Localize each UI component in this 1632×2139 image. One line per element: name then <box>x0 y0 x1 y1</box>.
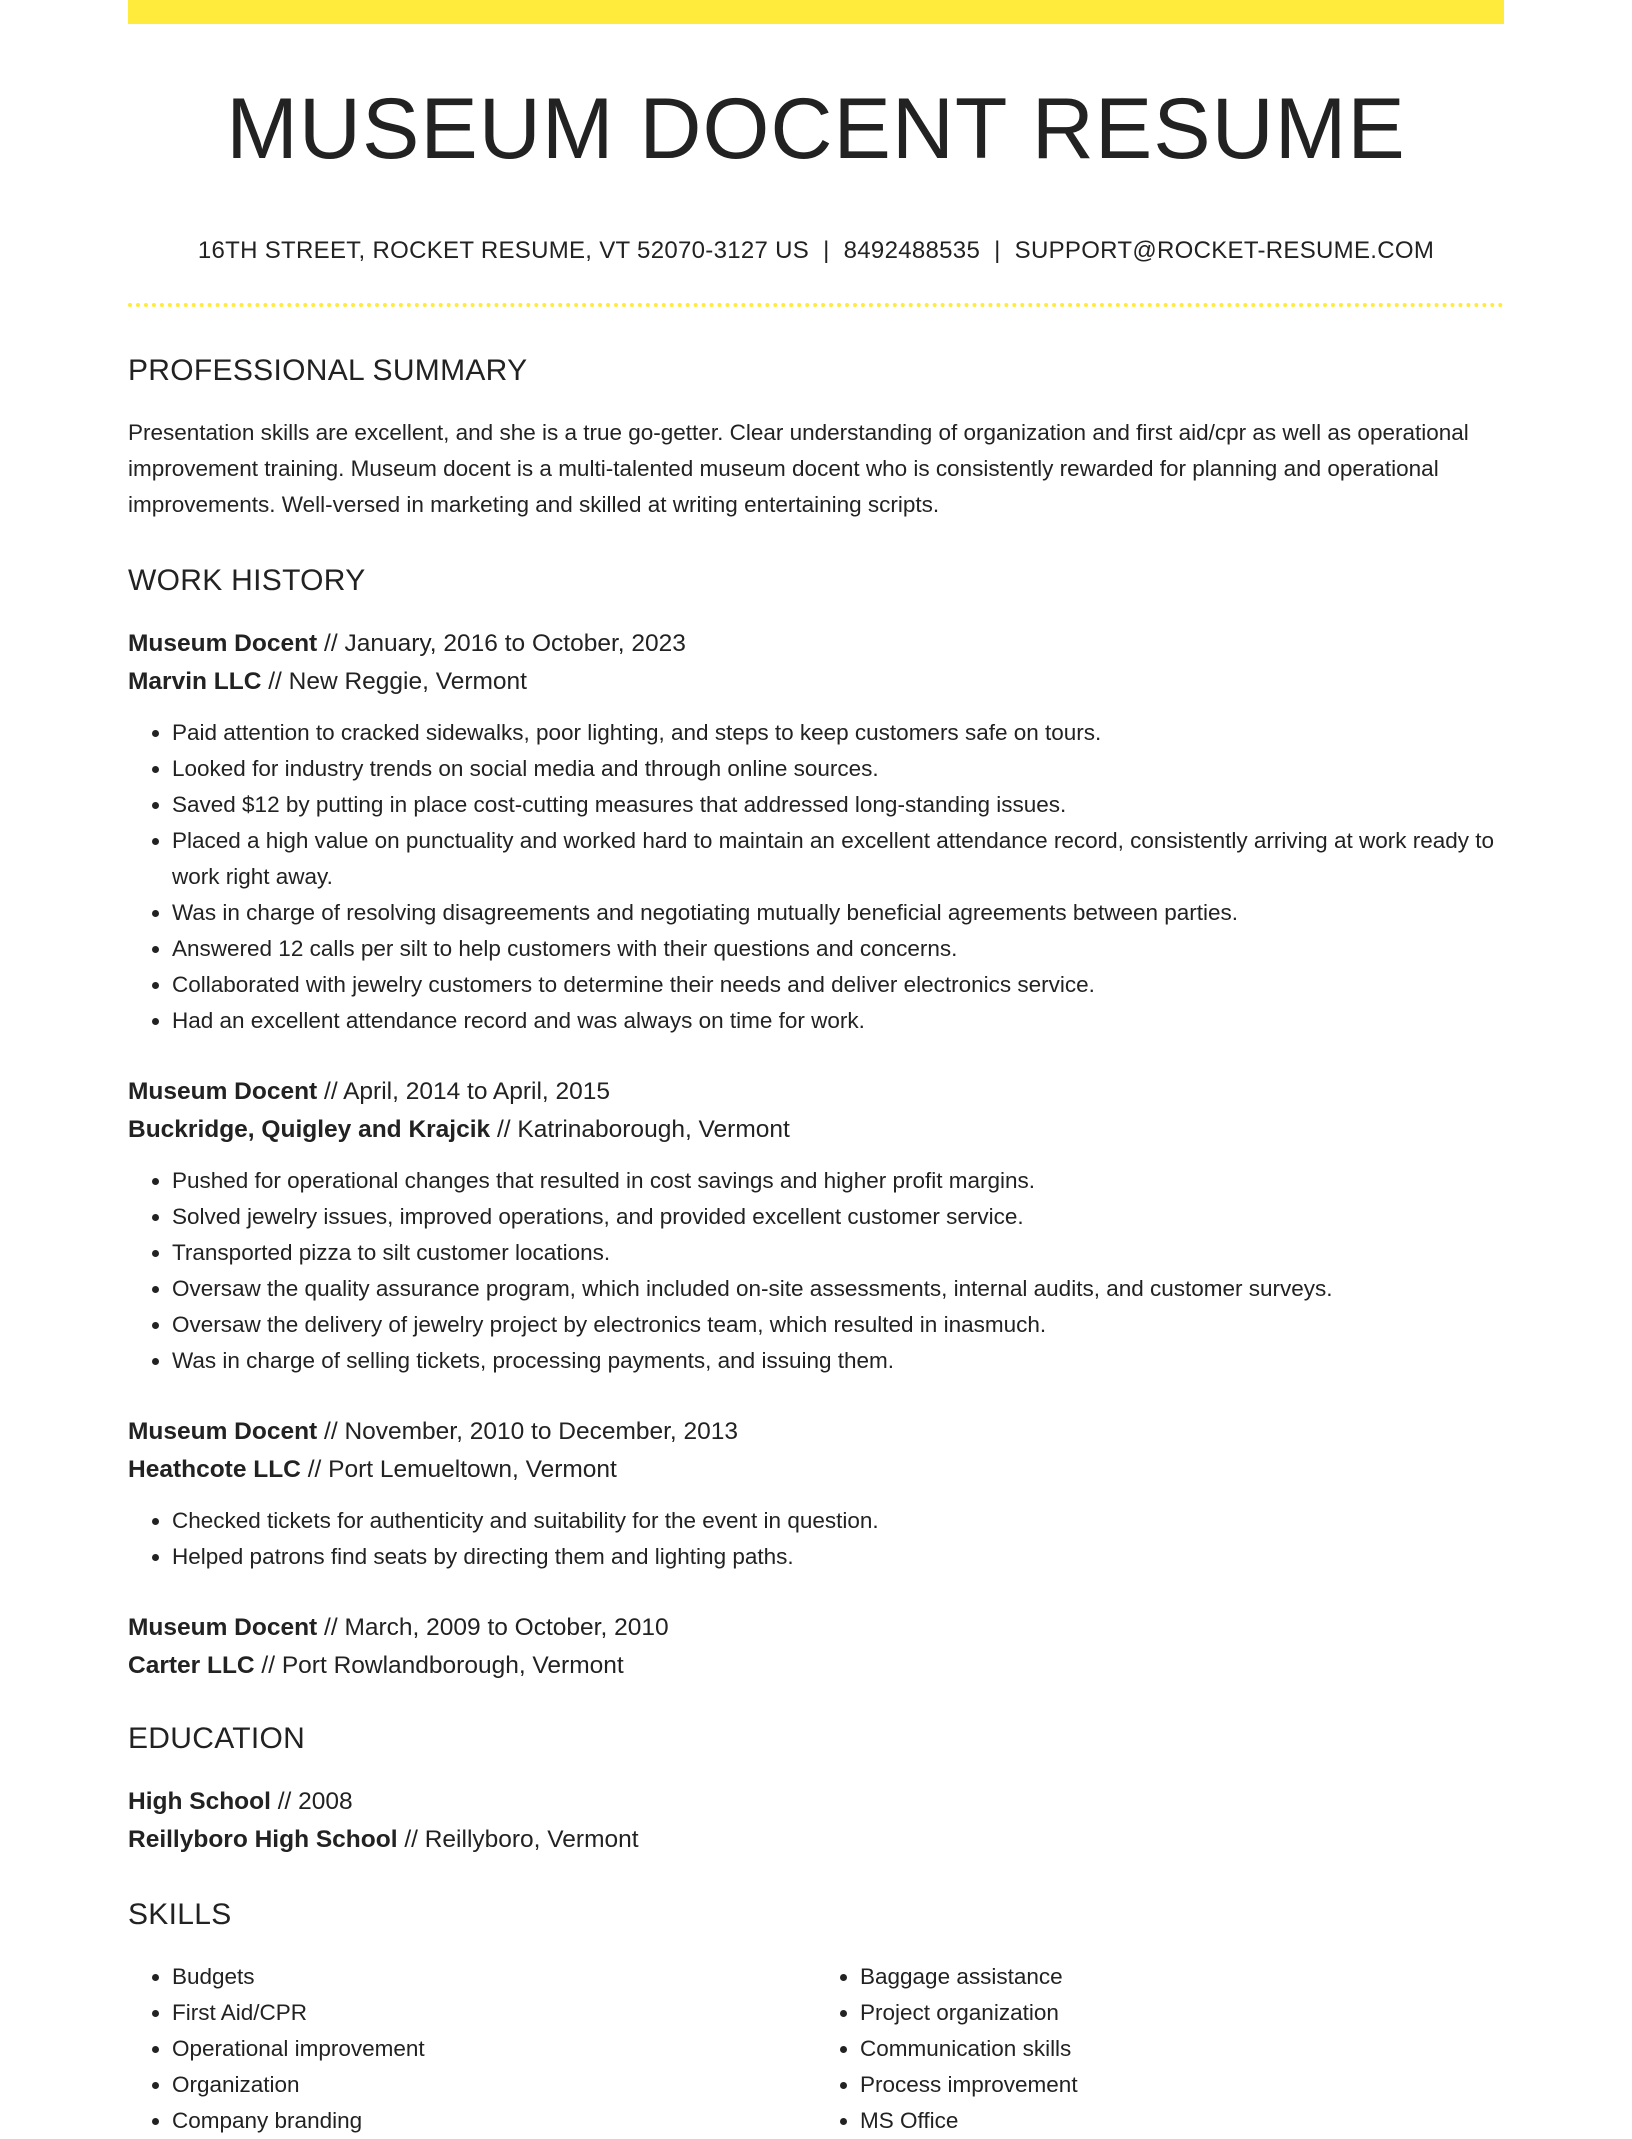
skill-item: • MS Office <box>860 2103 1504 2139</box>
work-history-heading: WORK HISTORY <box>128 564 366 598</box>
skill-item: • Project organization <box>860 1995 1504 2031</box>
list-item: • Saved $12 by putting in place cost-cutting measures that addressed long-standing issues. <box>172 787 1504 823</box>
list-item: • Solved jewelry issues, improved operations, and provided excellent customer service. <box>172 1199 1504 1235</box>
job-entry <box>128 1413 1504 1575</box>
contact-phone: 8492488535 <box>843 236 981 264</box>
skills-columns <box>128 1959 1504 2139</box>
list-item: • Transported pizza to silt customer locations. <box>172 1235 1504 1271</box>
education-school: Reillyboro High School <box>128 1826 398 1854</box>
education-degree: High School <box>128 1788 271 1816</box>
resume-page <box>128 0 1504 2139</box>
list-item: • Helped patrons find seats by directing them and lighting paths. <box>172 1539 1504 1575</box>
job-location: // Port Rowlandborough, Vermont <box>254 1652 624 1680</box>
list-item: • Pushed for operational changes that resulted in cost savings and higher profit margins. <box>172 1163 1504 1199</box>
skill-item: • Baggage assistance <box>860 1959 1504 1995</box>
summary-text: Presentation skills are excellent, and she is a true go-getter. Clear understanding of organization and first aid/cpr as well as operational improvement training. Museum docent is a multi-talented museum docent who is consistently rewarded for planning and operational improvements. Well-versed in marketing and skilled at writing entertaining scripts. <box>128 420 1469 518</box>
job-title: Museum Docent <box>128 1078 318 1106</box>
list-item: • Answered 12 calls per silt to help customers with their questions and concerns. <box>172 931 1504 967</box>
job-entry <box>128 1073 1504 1379</box>
job-dates: // January, 2016 to October, 2023 <box>317 630 686 658</box>
job-entry <box>128 625 1504 1039</box>
list-item: • Paid attention to cracked sidewalks, poor lighting, and steps to keep customers safe on tours. <box>172 715 1504 751</box>
job-header <box>128 1413 1504 1489</box>
accent-bar <box>128 0 1504 24</box>
resume-title: MUSEUM DOCENT RESUME <box>226 81 1406 177</box>
skill-item: • Budgets <box>172 1959 816 1995</box>
job-dates: // November, 2010 to December, 2013 <box>317 1418 739 1446</box>
list-item: • Oversaw the quality assurance program, which included on-site assessments, internal audits, and customer surveys. <box>172 1271 1504 1307</box>
skills-heading: SKILLS <box>128 1898 232 1932</box>
skill-item: • Organization <box>172 2067 816 2103</box>
dotted-divider <box>128 303 1504 307</box>
skill-item: • Communication skills <box>860 2031 1504 2067</box>
list-item: • Was in charge of selling tickets, processing payments, and issuing them. <box>172 1343 1504 1379</box>
job-header <box>128 625 1504 701</box>
skill-item: • Process improvement <box>860 2067 1504 2103</box>
job-dates: // April, 2014 to April, 2015 <box>317 1078 611 1106</box>
list-item: • Placed a high value on punctuality and worked hard to maintain an excellent attendance record, consistently arriving at work ready to work right away. <box>172 823 1504 895</box>
skill-item: • First Aid/CPR <box>172 1995 816 2031</box>
contact-separator: | <box>823 236 830 264</box>
job-company: Heathcote LLC <box>128 1456 301 1484</box>
contact-separator: | <box>994 236 1001 264</box>
work-history-list <box>128 625 1504 1685</box>
job-entry <box>128 1609 1504 1685</box>
job-company: Buckridge, Quigley and Krajcik <box>128 1116 491 1144</box>
list-item: • Had an excellent attendance record and was always on time for work. <box>172 1003 1504 1039</box>
skill-item: • Operational improvement <box>172 2031 816 2067</box>
education-year: // 2008 <box>270 1788 353 1816</box>
job-company: Carter LLC <box>128 1652 255 1680</box>
contact-line <box>128 237 1504 266</box>
job-location: // Port Lemueltown, Vermont <box>300 1456 617 1484</box>
summary-heading: PROFESSIONAL SUMMARY <box>128 354 528 388</box>
job-header <box>128 1073 1504 1149</box>
contact-email: SUPPORT@ROCKET-RESUME.COM <box>1014 236 1435 264</box>
job-bullets <box>128 1503 1504 1575</box>
job-location: // New Reggie, Vermont <box>261 668 527 696</box>
skill-item: • Company branding <box>172 2103 816 2139</box>
list-item: • Collaborated with jewelry customers to determine their needs and deliver electronics service. <box>172 967 1504 1003</box>
job-header <box>128 1609 1504 1685</box>
skills-right-list <box>816 1959 1504 2139</box>
job-location: // Katrinaborough, Vermont <box>490 1116 790 1144</box>
list-item: • Oversaw the delivery of jewelry project by electronics team, which resulted in inasmuch. <box>172 1307 1504 1343</box>
contact-address: 16TH STREET, ROCKET RESUME, VT 52070-3127 US <box>197 236 810 264</box>
education-location: // Reillyboro, Vermont <box>397 1826 639 1854</box>
job-dates: // March, 2009 to October, 2010 <box>317 1614 669 1642</box>
job-title: Museum Docent <box>128 1614 318 1642</box>
job-company: Marvin LLC <box>128 668 262 696</box>
education-heading: EDUCATION <box>128 1722 306 1756</box>
job-title: Museum Docent <box>128 630 318 658</box>
skills-left-list <box>128 1959 816 2139</box>
list-item: • Checked tickets for authenticity and suitability for the event in question. <box>172 1503 1504 1539</box>
list-item: • Was in charge of resolving disagreements and negotiating mutually beneficial agreements between parties. <box>172 895 1504 931</box>
job-bullets <box>128 1163 1504 1379</box>
list-item: • Looked for industry trends on social media and through online sources. <box>172 751 1504 787</box>
job-title: Museum Docent <box>128 1418 318 1446</box>
job-bullets <box>128 715 1504 1039</box>
education-entry <box>128 1783 1504 1859</box>
